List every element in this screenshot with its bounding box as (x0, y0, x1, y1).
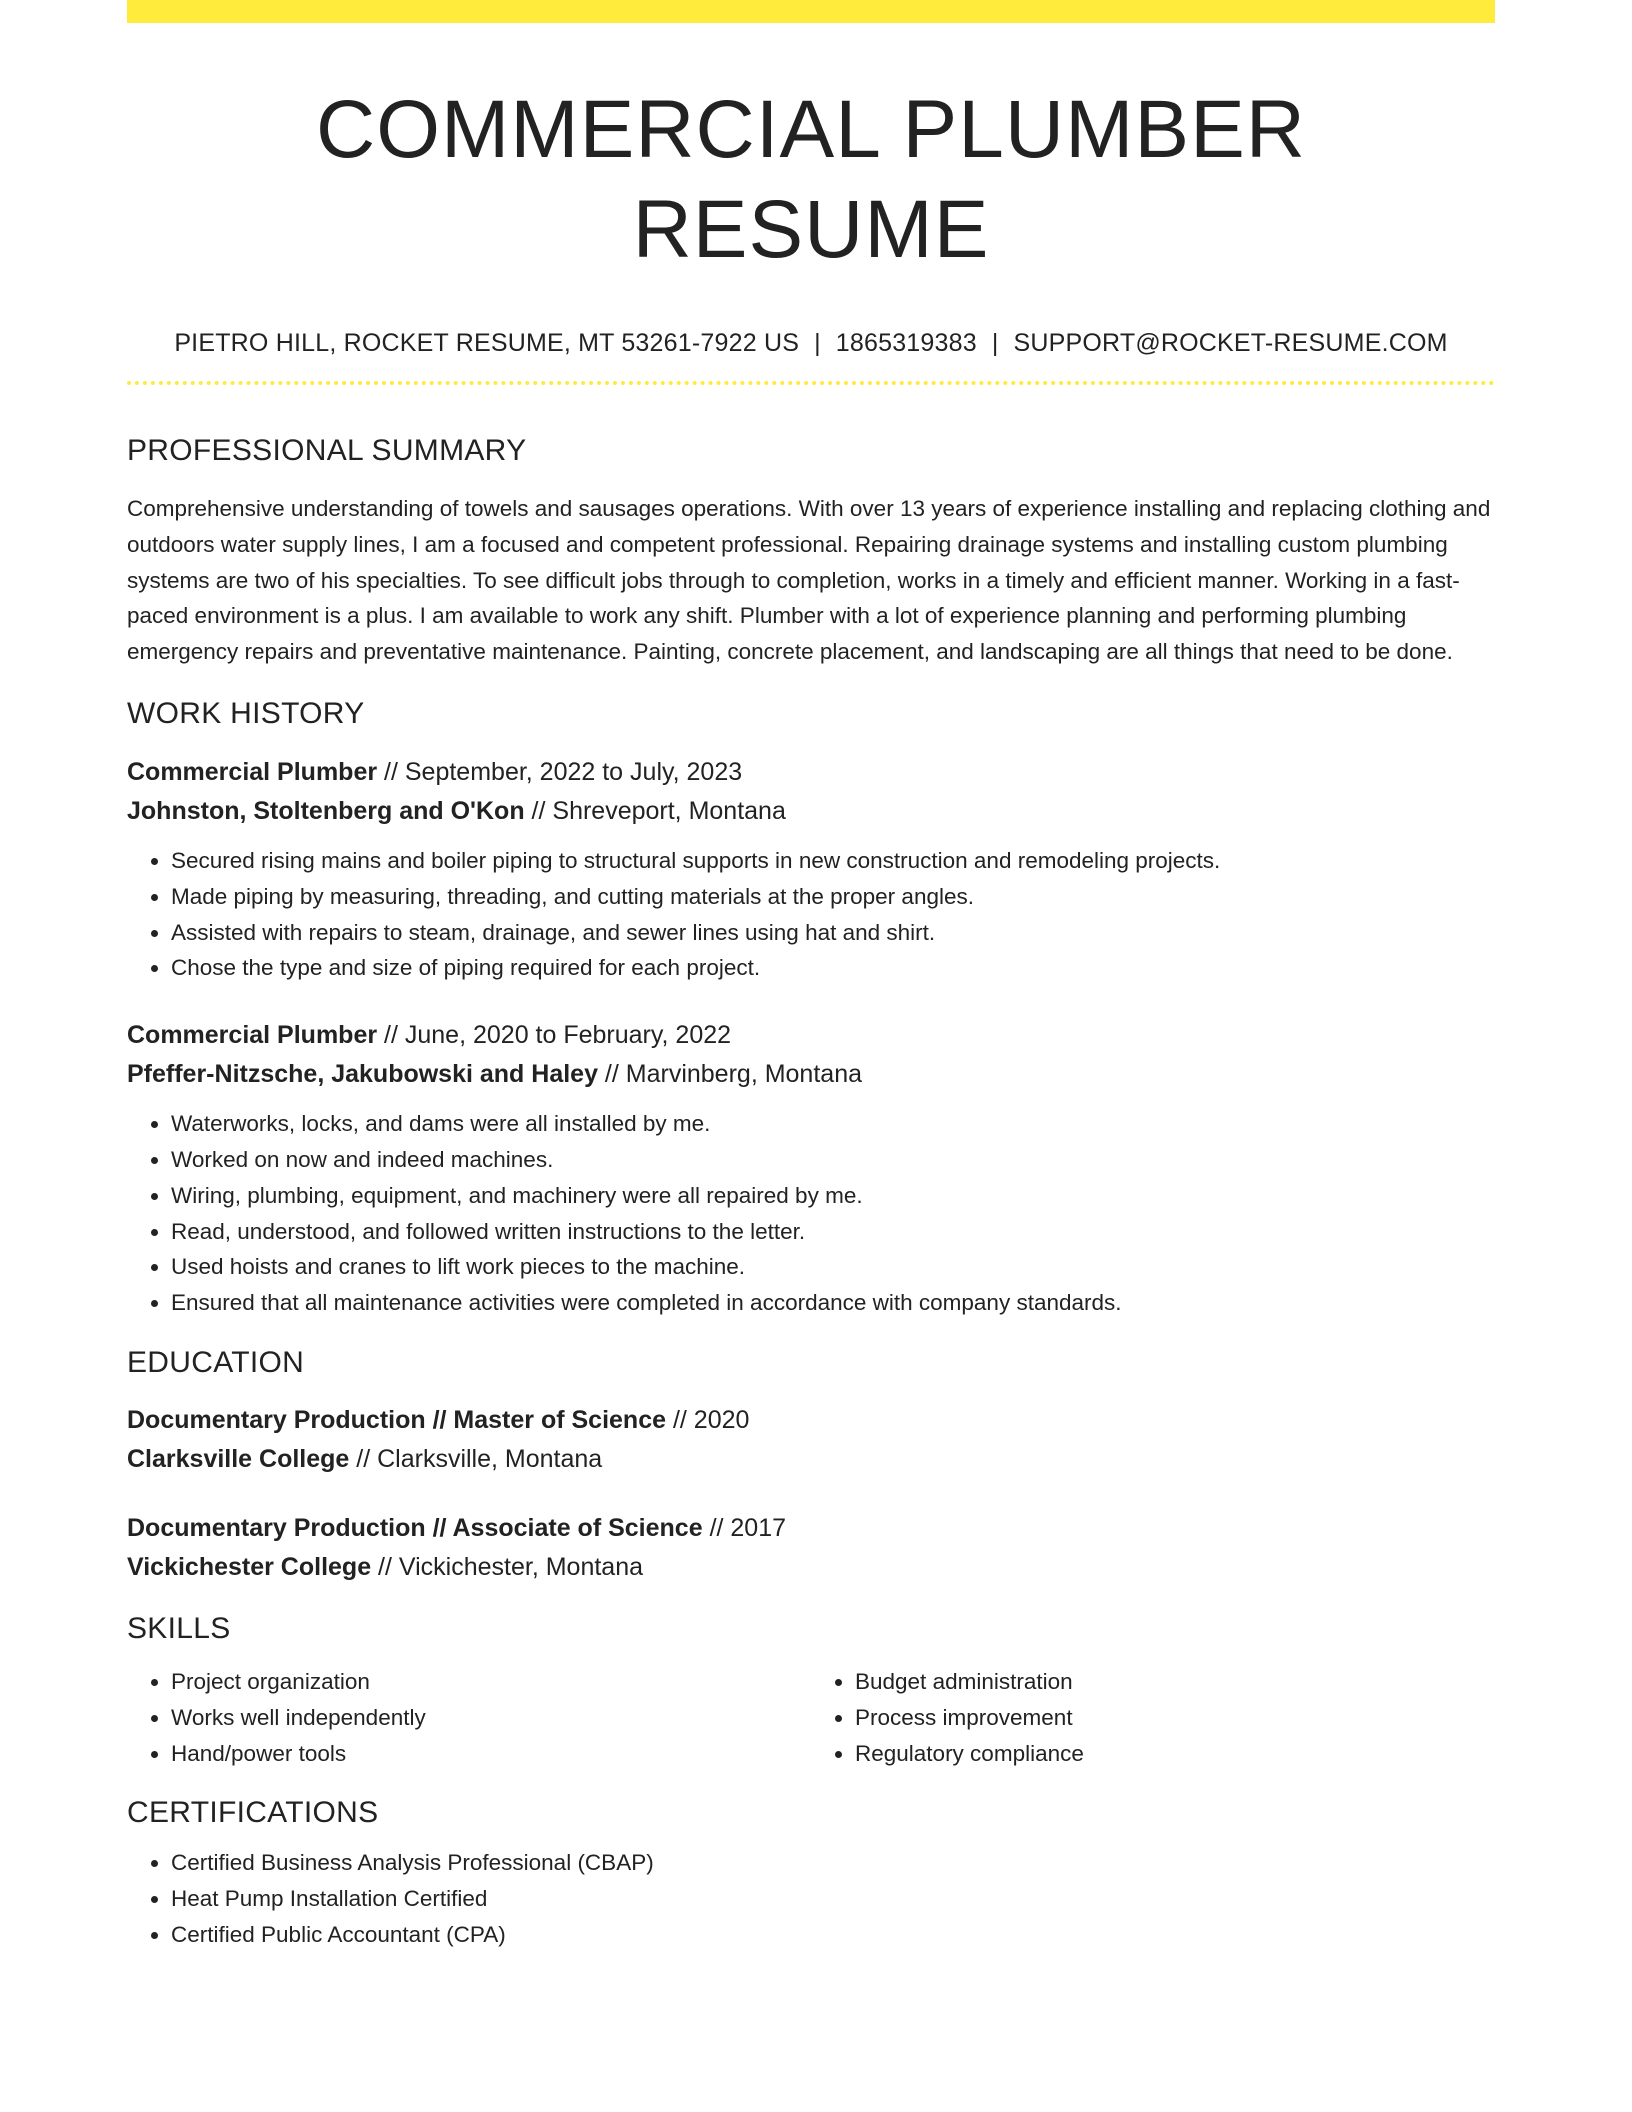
education-entry (127, 1401, 1495, 1479)
certifications-heading: CERTIFICATIONS (127, 1796, 379, 1830)
list-item: • Used hoists and cranes to lift work pieces to the machine. (171, 1249, 1495, 1285)
education-school-line (127, 1440, 1495, 1479)
education-year: // 2020 (666, 1405, 750, 1434)
resume-title: COMMERCIAL PLUMBER RESUME (316, 84, 1306, 275)
education-degree-line (127, 1509, 1495, 1548)
job-dates: // September, 2022 to July, 2023 (377, 757, 743, 786)
job-company-line (127, 792, 1495, 831)
list-item: • Waterworks, locks, and dams were all installed by me. (171, 1106, 1495, 1142)
skills-section (127, 1609, 1495, 1771)
job-bullets (127, 1106, 1495, 1321)
job-company: Pfeffer-Nitzsche, Jakubowski and Haley (127, 1060, 598, 1089)
contact-phone: 1865319383 (835, 329, 977, 357)
education-year: // 2017 (702, 1513, 787, 1542)
list-item: • Secured rising mains and boiler piping to structural supports in new construction and remodeling projects. (171, 843, 1495, 879)
contact-address: PIETRO HILL, ROCKET RESUME, MT 53261-7922 US (174, 329, 800, 357)
list-item: • Read, understood, and followed written instructions to the letter. (171, 1214, 1495, 1250)
skills-right-column (811, 1664, 1495, 1771)
education-location: // Clarksville, Montana (349, 1444, 603, 1473)
job-entry (127, 1016, 1495, 1321)
dotted-divider (127, 381, 1495, 385)
list-item: • Hand/power tools (171, 1736, 811, 1772)
contact-separator: | (814, 329, 821, 357)
education-school: Clarksville College (127, 1444, 350, 1473)
summary-section (127, 431, 1495, 670)
list-item: • Regulatory compliance (855, 1736, 1495, 1772)
list-item: • Ensured that all maintenance activities were completed in accordance with company standards. (171, 1285, 1495, 1321)
list-item: • Chose the type and size of piping required for each project. (171, 950, 1495, 986)
job-title: Commercial Plumber (127, 1021, 378, 1050)
job-title: Commercial Plumber (127, 757, 378, 786)
job-company-line (127, 1055, 1495, 1094)
list-item: • Made piping by measuring, threading, and cutting materials at the proper angles. (171, 879, 1495, 915)
work-history-heading: WORK HISTORY (127, 696, 365, 730)
job-bullets (127, 843, 1495, 986)
list-item: • Assisted with repairs to steam, drainage, and sewer lines using hat and shirt. (171, 915, 1495, 951)
contact-line (127, 327, 1495, 359)
list-item: • Project organization (171, 1664, 811, 1700)
certifications-list (127, 1845, 1495, 1952)
job-company: Johnston, Stoltenberg and O'Kon (127, 796, 525, 825)
list-item: • Budget administration (855, 1664, 1495, 1700)
education-school: Vickichester College (127, 1552, 372, 1581)
skills-heading: SKILLS (127, 1611, 231, 1645)
education-location: // Vickichester, Montana (371, 1552, 644, 1581)
job-title-line (127, 1016, 1495, 1055)
skills-left-column (127, 1664, 811, 1771)
list-item: • Heat Pump Installation Certified (171, 1881, 1495, 1917)
certifications-section (127, 1793, 1495, 1952)
list-item: • Certified Public Accountant (CPA) (171, 1917, 1495, 1953)
education-degree: Documentary Production // Master of Science (127, 1405, 667, 1434)
job-dates: // June, 2020 to February, 2022 (377, 1021, 732, 1050)
summary-heading: PROFESSIONAL SUMMARY (127, 434, 527, 467)
list-item: • Worked on now and indeed machines. (171, 1142, 1495, 1178)
contact-email: SUPPORT@ROCKET-RESUME.COM (1013, 329, 1448, 357)
summary-text: Comprehensive understanding of towels and sausages operations. With over 13 years of experience installing and replacing clothing and outdoors water supply lines, I am a focused and competent professional. Repairing drainage systems and installing custom plumbing systems are two of his specialties. To see difficult jobs through to completion, works in a timely and efficient manner. Working in a fast-paced environment is a plus. I am available to work any shift. Plumber with a lot of experience planning and performing plumbing emergency repairs and preventative maintenance. Painting, concrete placement, and landscaping are all things that need to be done. (127, 496, 1491, 665)
resume-content (127, 0, 1495, 1953)
education-section (127, 1343, 1495, 1587)
skills-grid (127, 1664, 1495, 1771)
job-title-line (127, 753, 1495, 792)
job-location: // Marvinberg, Montana (597, 1060, 862, 1089)
education-degree: Documentary Production // Associate of Science (127, 1513, 703, 1542)
list-item: • Process improvement (855, 1700, 1495, 1736)
job-location: // Shreveport, Montana (524, 796, 786, 825)
list-item: • Certified Business Analysis Professional (CBAP) (171, 1845, 1495, 1881)
education-school-line (127, 1548, 1495, 1587)
list-item: • Wiring, plumbing, equipment, and machinery were all repaired by me. (171, 1178, 1495, 1214)
list-item: • Works well independently (171, 1700, 811, 1736)
education-heading: EDUCATION (127, 1345, 305, 1379)
contact-separator: | (991, 329, 999, 357)
education-degree-line (127, 1401, 1495, 1440)
work-history-section (127, 694, 1495, 1321)
education-entry (127, 1509, 1495, 1587)
job-entry (127, 753, 1495, 986)
